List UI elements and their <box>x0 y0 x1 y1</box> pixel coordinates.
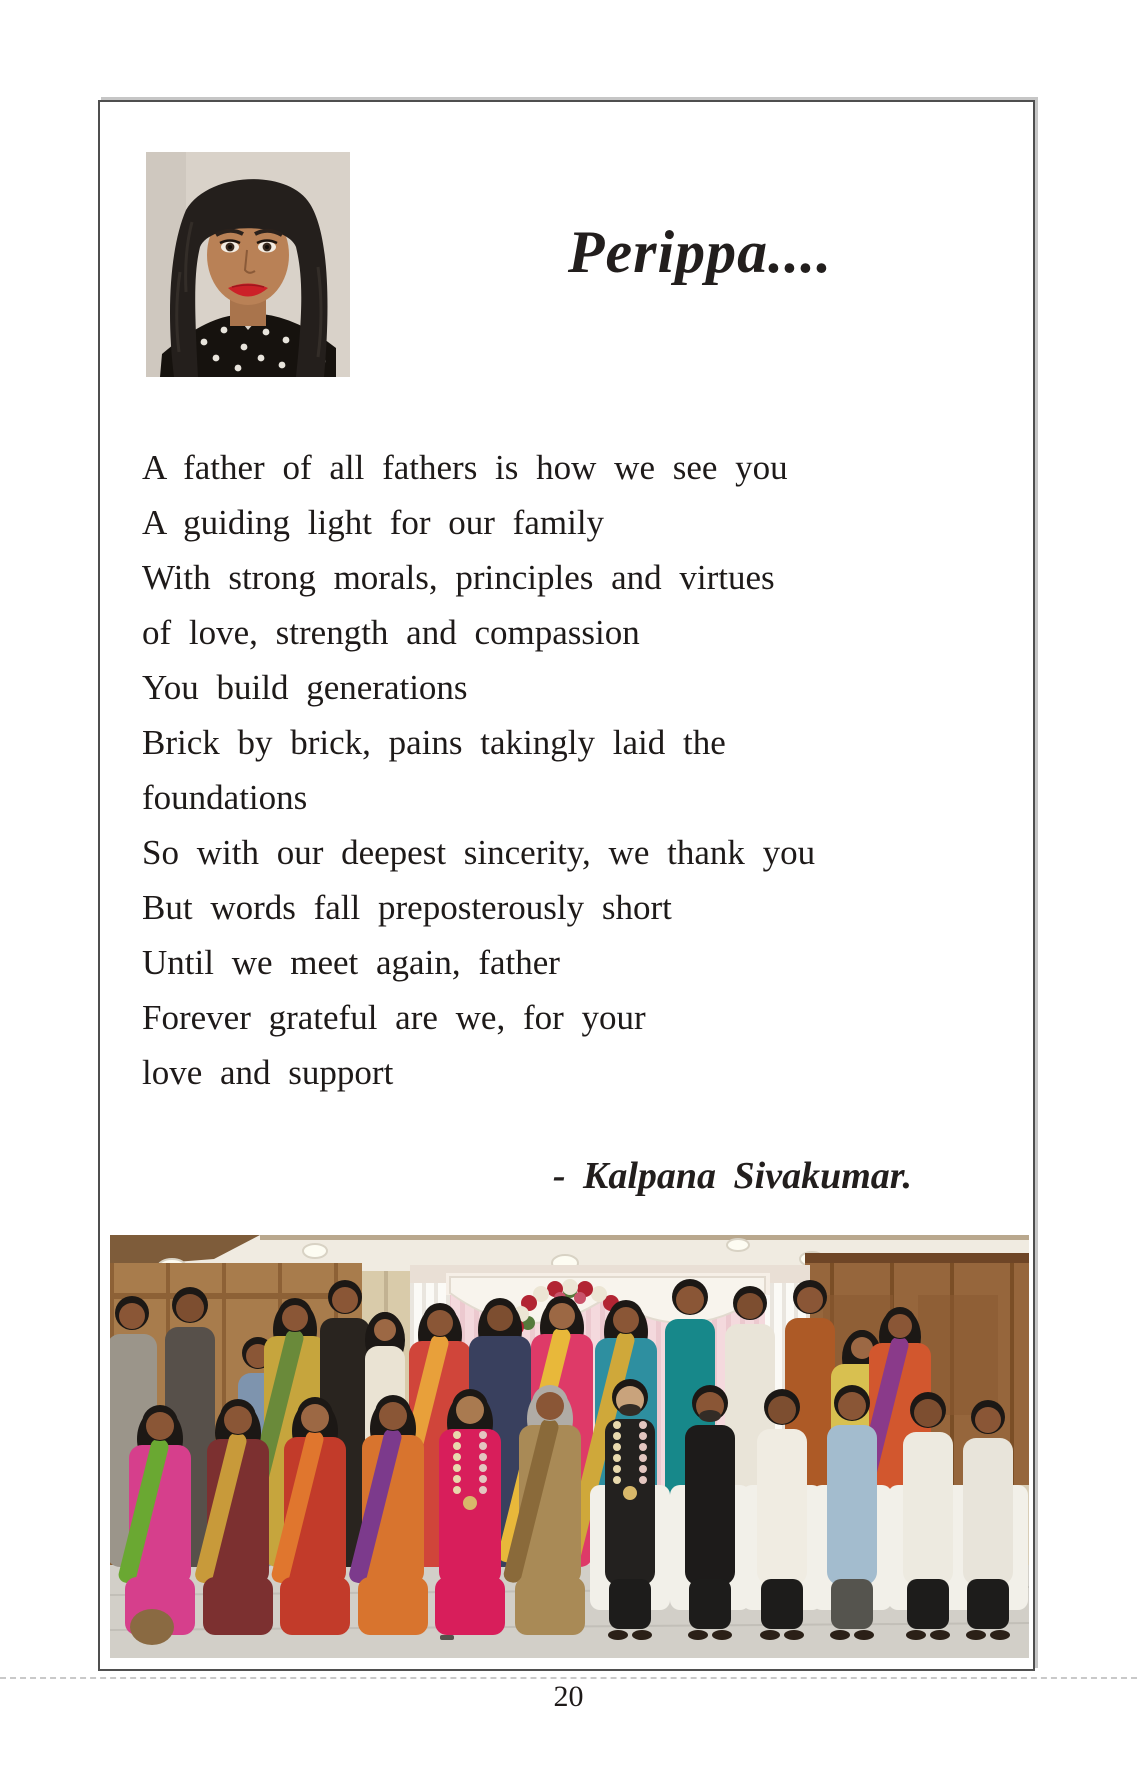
poem-line: Forever grateful are we, for your <box>142 998 646 1037</box>
poem-line: Until we meet again, father <box>142 943 560 982</box>
handbag <box>130 1609 174 1645</box>
portrait-photo <box>146 152 350 377</box>
page-number: 20 <box>553 1680 584 1713</box>
poem-line: So with our deepest sincerity, we thank you <box>142 833 816 872</box>
page-title: Perippa.... <box>567 219 833 285</box>
page-bottom-rule <box>0 1677 1137 1679</box>
poem-line: A guiding light for our family <box>142 503 605 542</box>
poem-line: Brick by brick, pains takingly laid the <box>142 723 726 762</box>
poem-attribution: - Kalpana Sivakumar. <box>552 1155 912 1197</box>
poem-line: You build generations <box>142 668 468 707</box>
poem-line: love and support <box>142 1053 394 1092</box>
page-border-frame <box>98 100 1035 1671</box>
poem <box>142 440 887 1100</box>
poem-line: A father of all fathers is how we see you <box>142 448 788 487</box>
poem-line: With strong morals, principles and virtues <box>142 558 775 597</box>
poem-line: foundations <box>142 778 308 817</box>
poem-line: of love, strength and compassion <box>142 613 640 652</box>
group-photo <box>110 1235 1029 1658</box>
poem-line: But words fall preposterously short <box>142 888 672 927</box>
